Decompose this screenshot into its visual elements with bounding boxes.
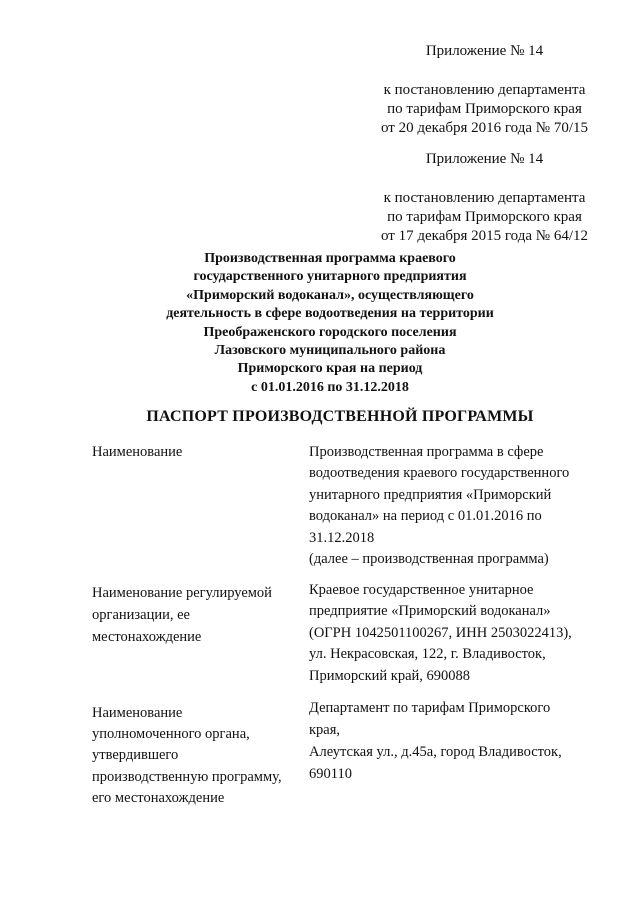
appendix-line: от 20 декабря 2016 года № 70/15 (380, 120, 588, 136)
appendix-number: Приложение № 14 (425, 43, 544, 59)
title-line: Преображенского городского поселения (203, 324, 457, 340)
passport-heading: ПАСПОРТ ПРОИЗВОДСТВЕННОЙ ПРОГРАММЫ (146, 408, 534, 425)
value-line: предприятие «Приморский водоканал» (309, 603, 551, 620)
appendix-header-previous (381, 150, 588, 246)
row-label (92, 582, 307, 648)
label-line: Наименование регулируемой (92, 585, 272, 601)
value-line: водоканал» на период с 01.01.2016 по (309, 508, 542, 525)
title-line: Приморского края на период (237, 361, 423, 377)
title-line: «Приморский водоканал», осуществляющего (186, 287, 474, 303)
value-line: Алеутская ул., д.45а, город Владивосток, (309, 744, 562, 760)
row-label (92, 703, 307, 809)
title-line: Лазовского муниципального района (214, 343, 446, 359)
label-line: Наименование (92, 705, 183, 721)
value-line: водоотведения краевого государственного (309, 465, 570, 482)
appendix-line: от 17 декабря 2015 года № 64/12 (380, 228, 588, 244)
value-line: (далее – производственная программа) (309, 551, 549, 568)
value-line: Приморский край, 690088 (309, 667, 471, 684)
value-line: Департамент по тарифам Приморского (309, 700, 551, 716)
row-label (92, 442, 307, 464)
title-line: деятельность в сфере водоотведения на территории (166, 306, 494, 322)
value-line: 31.12.2018 (309, 529, 375, 546)
appendix-line: по тарифам Приморского края (387, 209, 582, 225)
value-line: 690110 (309, 766, 352, 782)
value-line: (ОГРН 1042501100267, ИНН 2503022413), (309, 624, 572, 641)
value-line: Производственная программа в сфере (309, 444, 544, 460)
value-line: унитарного предприятия «Приморский (309, 486, 552, 503)
label-line: уполномоченного органа, (92, 726, 250, 743)
title-line: Производственная программа краевого (204, 251, 456, 266)
document-title (150, 250, 510, 397)
row-value (309, 442, 609, 570)
label-line: организации, ее (92, 607, 190, 623)
appendix-line: к постановлению департамента (383, 190, 586, 206)
appendix-header-current (381, 42, 588, 138)
row-value (309, 580, 609, 687)
label-line: его местонахождение (92, 789, 225, 806)
label-line: утвердившего (92, 747, 179, 764)
label-line: местонахождение (92, 629, 202, 645)
value-line: края, (309, 722, 341, 738)
appendix-line: к постановлению департамента (383, 82, 586, 98)
value-line: ул. Некрасовская, 122, г. Владивосток, (309, 646, 546, 663)
label-line: Наименование (92, 444, 183, 460)
title-line: с 01.01.2016 по 31.12.2018 (251, 379, 409, 395)
row-value (309, 697, 609, 785)
title-line: государственного унитарного предприятия (193, 269, 467, 285)
value-line: Краевое государственное унитарное (309, 582, 534, 598)
appendix-number: Приложение № 14 (425, 151, 544, 167)
label-line: производственную программу, (92, 768, 282, 785)
appendix-line: по тарифам Приморского края (387, 101, 582, 117)
